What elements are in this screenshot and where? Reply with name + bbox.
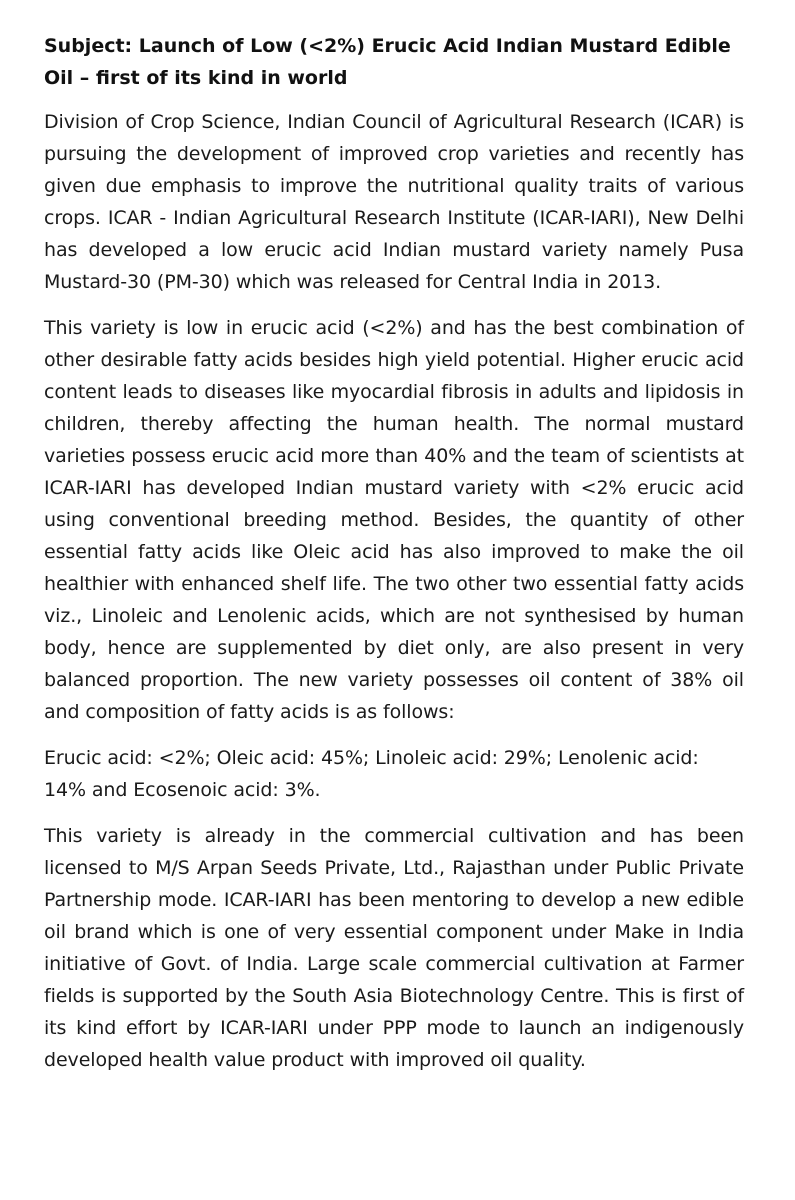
paragraph-variety-details: This variety is low in erucic acid (<2%) and has the best combination of other desirable fatty acids besides high yield potential. Higher erucic acid content leads to diseases like myocardial fibrosis in adults and lipidosis in children, thereby affecting the human health. The normal mustard varieties possess erucic acid more than 40% and the team of scientists at ICAR-IARI has developed Indian mustard variety with <2% erucic acid using conventional breeding method. Besides, the quantity of other essential fatty acids like Oleic acid has also improved to make the oil healthier with enhanced shelf life. The two other two essential fatty acids viz., Linoleic and Lenolenic acids, which are not synthesised by human body, hence are supplemented by diet only, are also present in very balanced proportion. The new variety possesses oil content of 38% oil and composition of fatty acids is as follows: <box>44 317 744 723</box>
subject-heading: Subject: Launch of Low (<2%) Erucic Acid Indian Mustard Edible Oil – first of its kind in world <box>44 35 731 89</box>
paragraph-fatty-acid-composition: Erucic acid: <2%; Oleic acid: 45%; Linoleic acid: 29%; Lenolenic acid: 14% and Ecosenoic acid: 3%. <box>44 747 699 801</box>
paragraph-commercial-cultivation: This variety is already in the commercial cultivation and has been licensed to M/S Arpan Seeds Private, Ltd., Rajasthan under Public Private Partnership mode. ICAR-IARI has been mentoring to develop a new edible oil brand which is one of very essential component under Make in India initiative of Govt. of India. Large scale commercial cultivation at Farmer fields is supported by the South Asia Biotechnology Centre. This is first of its kind effort by ICAR-IARI under PPP mode to launch an indigenously developed health value product with improved oil quality. <box>44 825 744 1071</box>
paragraph-icar-intro: Division of Crop Science, Indian Council of Agricultural Research (ICAR) is pursuing the development of improved crop varieties and recently has given due emphasis to improve the nutritional quality traits of various crops. ICAR - Indian Agricultural Research Institute (ICAR-IARI), New Delhi has developed a low erucic acid Indian mustard variety namely Pusa Mustard-30 (PM-30) which was released for Central India in 2013. <box>44 111 744 293</box>
document-body <box>44 30 744 1090</box>
